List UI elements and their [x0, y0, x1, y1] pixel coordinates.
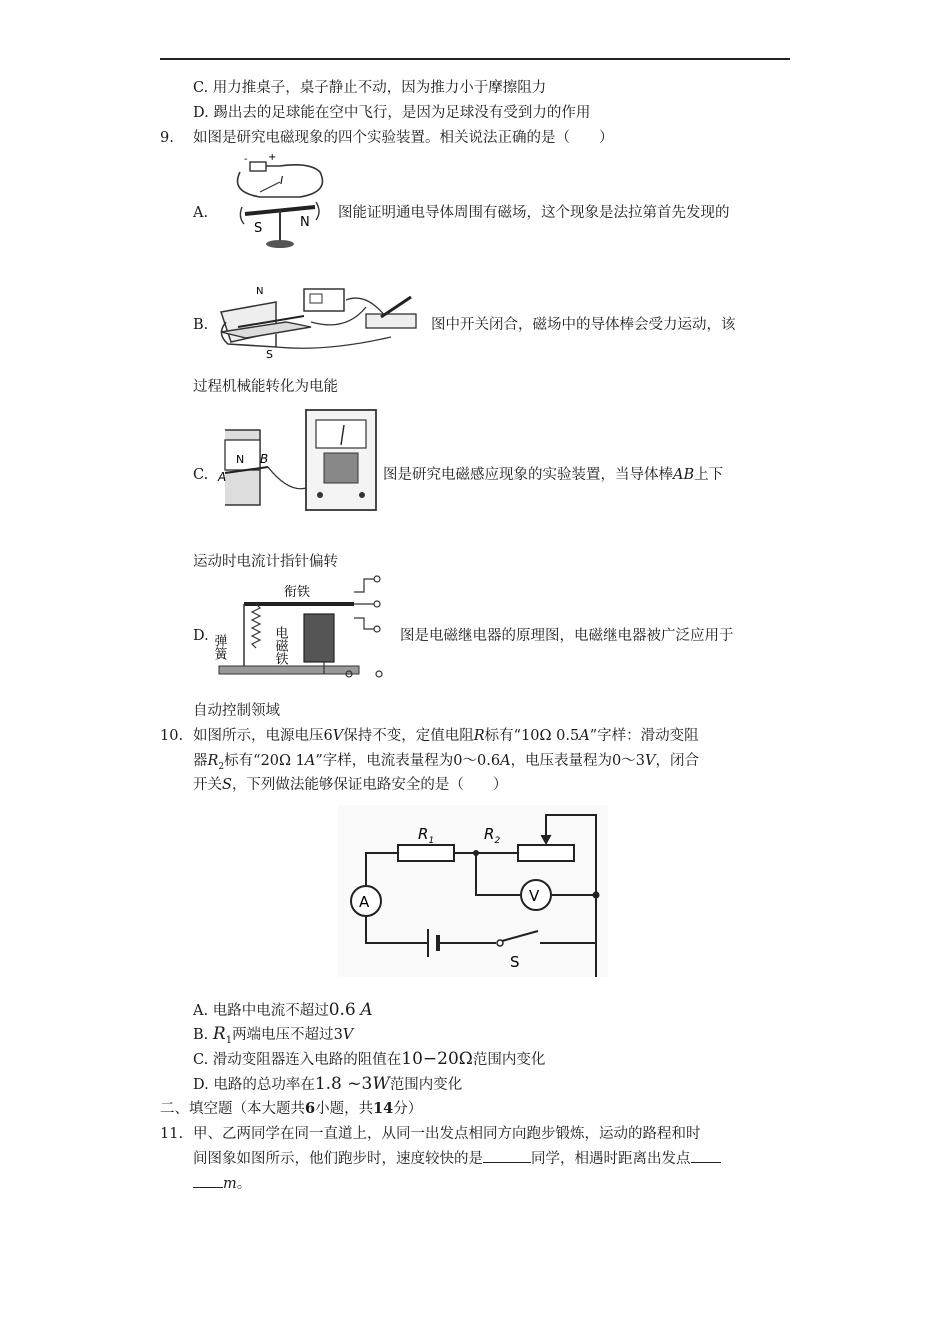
circuit-r2	[518, 845, 574, 861]
q9-option-b-text: 图中开关闭合，磁场中的导体棒会受力运动，该	[431, 317, 736, 333]
q10-line-2	[193, 751, 699, 777]
q11-line-1: 甲、乙两同学在同一直道上，从同一出发点相同方向跑步锻炼，运动的路程和时	[193, 1126, 701, 1142]
q10-line-3	[193, 775, 507, 795]
q10-option-text: 范围内变化	[472, 1052, 546, 1068]
q10-option-symbol: R	[212, 1024, 226, 1044]
q10-text: 如图所示，电源电压	[193, 728, 324, 744]
q9-option-c-label: C.	[193, 467, 209, 483]
fig-a-minus: -	[244, 154, 248, 165]
circuit-ammeter-label: A	[359, 893, 370, 911]
fig-d-terminal-1	[374, 576, 380, 582]
q10-option-subscript: 1	[225, 1034, 233, 1046]
fig-a-n: N	[300, 215, 310, 230]
q10-value: 10Ω 0.5	[521, 728, 580, 744]
fig-a-base	[266, 240, 294, 248]
circuit-bg	[338, 805, 608, 977]
q10-text: ，下列做法能够保证电路安全的是（ ）	[231, 777, 508, 793]
q10-value: 6	[323, 728, 333, 744]
section-count: 6	[305, 1100, 316, 1117]
q9-option-c-text	[383, 465, 723, 485]
fig-d-electromagnet-label: 电磁铁	[272, 626, 288, 665]
q9-option-d-cont: 自动控制领域	[193, 703, 280, 719]
fig-b-n: N	[256, 286, 264, 297]
q11-text: 同学，相遇时距离出发点	[531, 1151, 691, 1167]
circuit-node-2	[593, 892, 600, 899]
q10-unit: A	[304, 753, 316, 769]
q9-figure-c	[220, 405, 380, 517]
q9-option-d-label: D.	[193, 628, 209, 644]
q10-unit: V	[332, 728, 344, 744]
q10-option-text: A. 电路中电流不超过	[193, 1003, 329, 1019]
fig-c-n: N	[236, 453, 245, 466]
q9-figure-b	[216, 272, 428, 364]
q10-text: ”字样：滑动变阻	[589, 728, 699, 744]
q9-option-a-label: A.	[193, 205, 209, 221]
q10-option-value: 1.8 ~3	[314, 1074, 373, 1094]
fig-b-battery-cell	[310, 294, 322, 303]
fig-a-s: S	[254, 221, 263, 236]
fig-c-coil	[324, 453, 358, 483]
fig-c-wire-1	[268, 467, 310, 489]
fig-d-spring-coil	[252, 604, 260, 648]
q10-option-text: 范围内变化	[389, 1077, 463, 1093]
fig-c-b: B	[260, 452, 269, 466]
fig-d-terminal-2	[374, 601, 380, 607]
fig-a-arc-left	[240, 207, 244, 224]
q10-symbol: S	[222, 777, 232, 793]
q10-unit: A	[579, 728, 590, 744]
section-text: 二、填空题（本大题共	[160, 1101, 305, 1117]
q10-text: 标有“20Ω 1	[224, 753, 305, 769]
fig-a-arrow	[260, 182, 280, 192]
fig-b-switch-base	[366, 314, 416, 328]
q9-option-a-text: 图能证明通电导体周围有磁场，这个现象是法拉第首先发现的	[338, 205, 730, 221]
fig-a-plus: +	[268, 152, 277, 163]
q11-blank-2-cont[interactable]	[193, 1187, 223, 1188]
q11-line-2	[193, 1149, 721, 1169]
fig-c-terminal-1	[317, 492, 323, 498]
q9-figure-d	[211, 574, 394, 684]
q11-unit: m	[223, 1176, 237, 1192]
fig-d-terminal-5	[376, 671, 382, 677]
q10-symbol: R	[473, 728, 485, 744]
section-text: 小题，共	[315, 1101, 374, 1117]
q9-option-b-cont: 过程机械能转化为电能	[193, 379, 338, 395]
q9-option-c-text-a: 图是研究电磁感应现象的实验装置，当导体棒	[383, 467, 673, 483]
section-text: 分）	[393, 1101, 423, 1117]
q10-text: ，电压表量程为0～3	[510, 753, 646, 769]
q10-number: 10.	[160, 728, 184, 744]
q10-text: 标有“	[484, 728, 522, 744]
q11-text: 间图象如图所示，他们跑步时，速度较快的是	[193, 1151, 483, 1167]
prev-option-c: C. 用力推桌子，桌子静止不动，因为推力小于摩擦阻力	[193, 80, 547, 96]
q10-text: 保持不变，定值电阻	[343, 728, 474, 744]
fig-d-spring-label: 弹簧	[211, 634, 227, 660]
q10-option-unit: V	[342, 1027, 354, 1043]
fig-b-s: S	[266, 348, 273, 361]
fig-a-arc-right	[316, 202, 319, 220]
fig-c-a: A	[218, 470, 227, 484]
q10-option-b	[193, 1024, 353, 1051]
q11-line-3	[193, 1174, 251, 1194]
fig-b-wire-3	[276, 337, 391, 348]
q10-text: ”字样，电流表量程为0～0.6	[315, 753, 501, 769]
q10-unit: V	[645, 753, 656, 769]
q11-number: 11.	[160, 1126, 184, 1142]
q9-stem: 如图是研究电磁现象的四个实验装置。相关说法正确的是（ ）	[193, 130, 614, 146]
q10-option-c	[193, 1049, 545, 1070]
q10-option-text: D. 电路的总功率在	[193, 1077, 315, 1093]
header-rule	[160, 58, 790, 60]
fig-c-terminal-2	[359, 492, 365, 498]
q11-blank-2[interactable]	[691, 1162, 721, 1163]
fig-d-electromagnet	[304, 614, 334, 662]
q10-option-unit: W	[372, 1074, 390, 1094]
q11-text: 。	[236, 1176, 252, 1192]
fig-d-contacts	[354, 579, 374, 629]
section-score: 14	[373, 1100, 394, 1117]
prev-option-d: D. 踢出去的足球能在空中飞行，是因为足球没有受到力的作用	[193, 105, 591, 121]
fig-a-current: I	[280, 174, 284, 187]
circuit-switch-label: S	[510, 953, 520, 971]
fig-a-battery	[250, 162, 266, 171]
q10-symbol: R	[207, 753, 219, 769]
q10-text: ，闭合	[655, 753, 699, 769]
circuit-voltmeter-label: V	[529, 887, 540, 905]
fig-d-base	[219, 666, 359, 674]
fig-d-armature-label: 衔铁	[284, 585, 311, 600]
q10-line-1	[193, 726, 699, 746]
q10-option-text: C. 滑动变阻器连入电路的阻值在	[193, 1052, 402, 1068]
q9-option-b-label: B.	[193, 317, 209, 333]
q10-option-a	[193, 1000, 373, 1021]
circuit-r1-label: $R_1$	[418, 825, 435, 846]
circuit-r2-label: $R_2$	[484, 825, 501, 846]
q10-option-value: 3	[333, 1027, 343, 1043]
q10-option-text: B.	[193, 1027, 213, 1043]
q9-option-d-text: 图是电磁继电器的原理图，电磁继电器被广泛应用于	[400, 628, 734, 644]
q9-number: 9.	[160, 130, 174, 146]
q10-unit: A	[500, 753, 511, 769]
circuit-r1	[398, 845, 454, 861]
q11-blank-1[interactable]	[483, 1162, 531, 1163]
q10-text: 器	[193, 753, 208, 769]
q9-option-c-ab: AB	[673, 467, 695, 483]
q10-option-d	[193, 1074, 462, 1095]
q10-option-text: 两端电压不超过	[232, 1027, 334, 1043]
q10-text: 开关	[193, 777, 222, 793]
q9-figure-a	[220, 152, 335, 252]
q10-option-unit: A	[360, 1000, 373, 1020]
q10-option-value: 10−20Ω	[401, 1049, 473, 1069]
q10-circuit	[338, 805, 608, 977]
q9-option-c-text-b: 上下	[694, 467, 724, 483]
section-2-heading	[160, 1099, 422, 1119]
q9-option-c-cont: 运动时电流计指针偏转	[193, 554, 338, 570]
fig-d-terminal-3	[374, 626, 380, 632]
q10-option-value: 0.6	[328, 1000, 356, 1020]
q10-subscript: 2	[218, 761, 225, 772]
